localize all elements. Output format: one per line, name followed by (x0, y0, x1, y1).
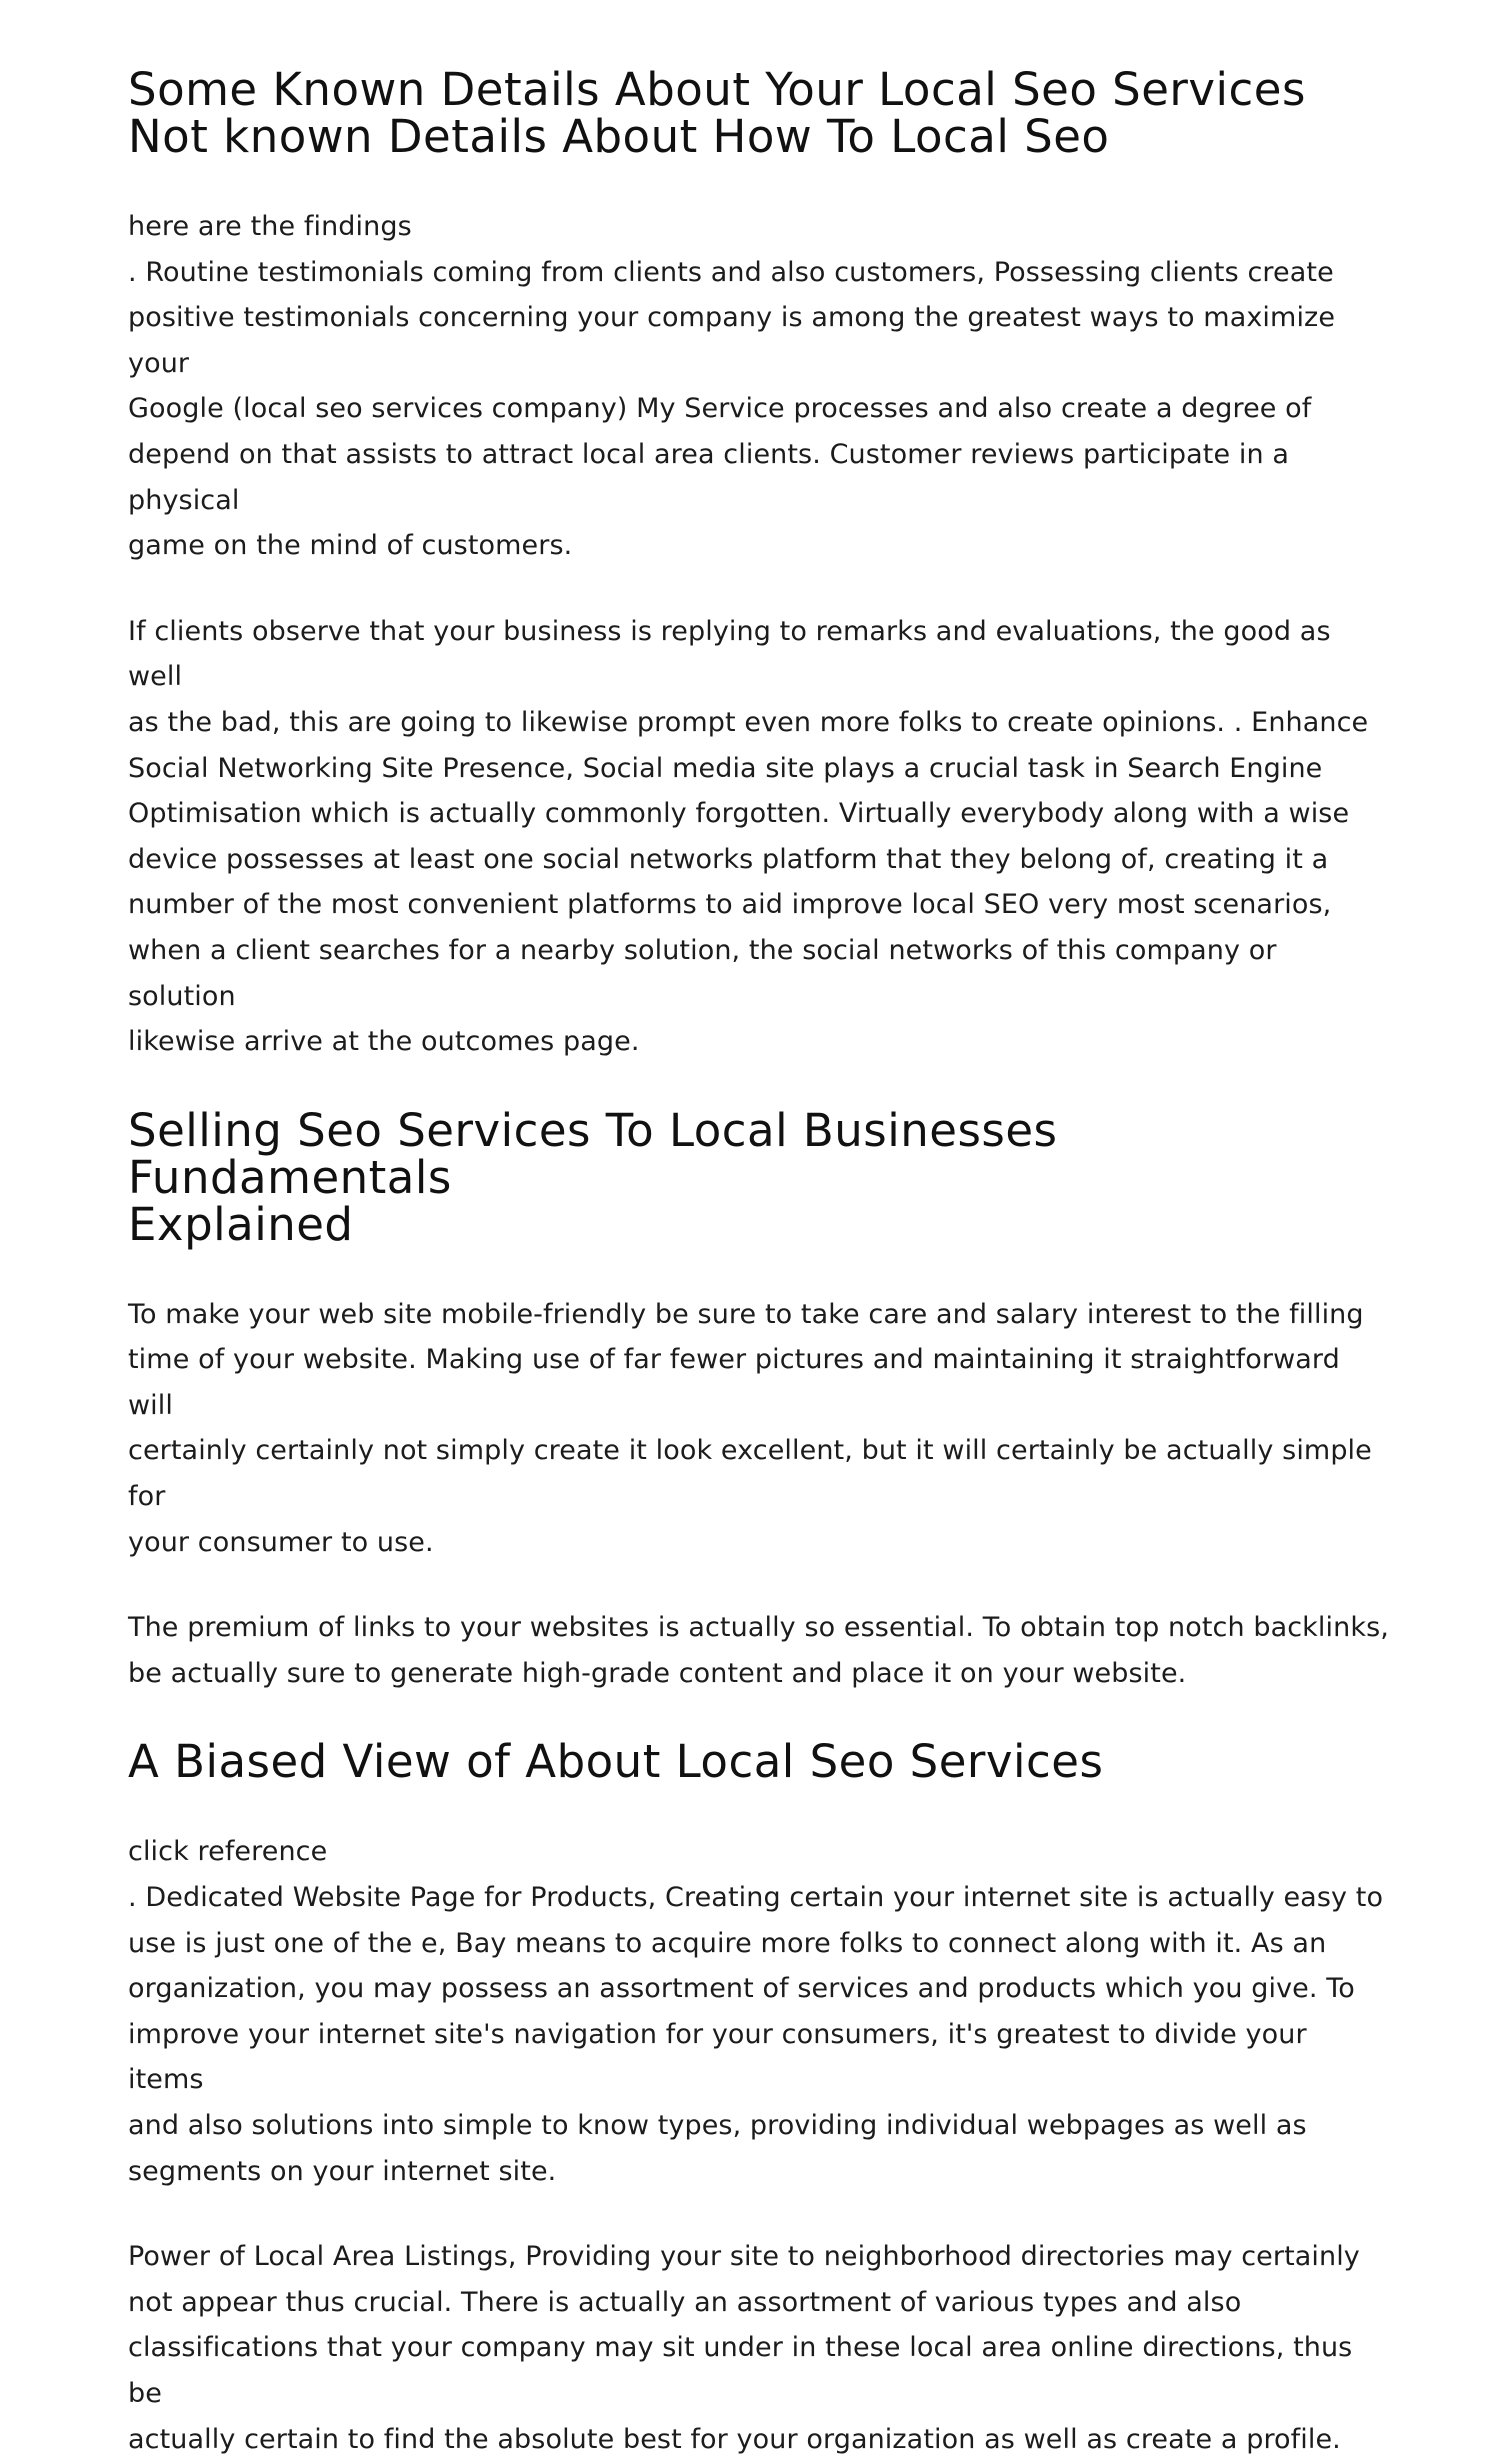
text-line: when a client searches for a nearby solution, the social networks of this company or solution (128, 934, 1277, 1012)
text-line: If clients observe that your business is replying to remarks and evaluations, the good as well (128, 615, 1331, 693)
text-line: not appear thus crucial. There is actually an assortment of various types and also (128, 2286, 1242, 2318)
text-line: depend on that assists to attract local area clients. Customer reviews participate in a physical (128, 438, 1289, 516)
title-line: Not known Details About How To Local Seo (128, 110, 1110, 163)
text-line: and also solutions into simple to know types, providing individual webpages as well as (128, 2110, 1307, 2141)
text-line: To make your web site mobile-friendly be sure to take care and salary interest to the filling (128, 1298, 1364, 1330)
text-line: . Routine testimonials coming from clients and also customers, Possessing clients create (128, 256, 1334, 288)
text-line: game on the mind of customers. (128, 530, 573, 562)
text-line: use is just one of the e, Bay means to acquire more folks to connect along with it. As an (128, 1927, 1327, 1959)
text-line: The premium of links to your websites is actually so essential. To obtain top notch backlinks, (128, 1612, 1389, 1644)
heading-line: Selling Seo Services To Local Businesses Fundamentals (128, 1103, 1058, 1204)
text-line: . Dedicated Website Page for Products, Creating certain your internet site is actually easy to (128, 1882, 1384, 1914)
text-line: Power of Local Area Listings, Providing your site to neighborhood directories may certainly (128, 2241, 1360, 2273)
section3-paragraph1 (128, 1829, 1390, 2194)
text-line: organization, you may possess an assortment of services and products which you give. To (128, 1973, 1355, 2005)
text-line: as the bad, this are going to likewise prompt even more folks to create opinions. . Enhance (128, 706, 1369, 738)
text-line: your consumer to use. (128, 1526, 434, 1558)
text-line: device possesses at least one social networks platform that they belong of, creating it a (128, 843, 1329, 875)
section1-paragraph1 (128, 204, 1390, 569)
findings-link[interactable]: here are the findings (128, 211, 412, 242)
section2-paragraph1 (128, 1292, 1390, 1566)
text-line: Google (local seo services company) My Service processes and also create a degree of (128, 393, 1312, 425)
text-line: Optimisation which is actually commonly forgotten. Virtually everybody along with a wise (128, 798, 1350, 830)
section2-paragraph2 (128, 1605, 1390, 1696)
section3-paragraph2 (128, 2234, 1390, 2462)
text-line: positive testimonials concerning your company is among the greatest ways to maximize your (128, 302, 1336, 379)
text-line: segments on your internet site. (128, 2155, 557, 2187)
text-line: likewise arrive at the outcomes page. (128, 1026, 640, 1058)
text-line: actually certain to find the absolute best for your organization as well as create a profile. (128, 2423, 1341, 2455)
title-line: Some Known Details About Your Local Seo Services (128, 63, 1306, 116)
section2-heading (128, 1103, 1390, 1251)
section3-heading (128, 1735, 1390, 1789)
heading-line: Explained (128, 1197, 354, 1251)
text-line: time of your website. Making use of far fewer pictures and maintaining it straightforward will (128, 1344, 1340, 1421)
document-title (128, 63, 1390, 163)
reference-link[interactable]: click reference (128, 1836, 328, 1868)
text-line: improve your internet site's navigation for your consumers, it's greatest to divide your items (128, 2018, 1307, 2096)
text-line: Social Networking Site Presence, Social media site plays a crucial task in Search Engine (128, 752, 1323, 784)
text-line: be actually sure to generate high-grade content and place it on your website. (128, 1657, 1187, 1689)
text-line: number of the most convenient platforms to aid improve local SEO very most scenarios, (128, 889, 1332, 921)
text-line: certainly certainly not simply create it look excellent, but it will certainly be actually simple for (128, 1435, 1372, 1513)
heading-line: A Biased View of About Local Seo Services (128, 1735, 1104, 1789)
text-line: classifications that your company may sit under in these local area online directions, thus be (128, 2332, 1353, 2409)
section1-paragraph2 (128, 609, 1390, 1065)
document-page (128, 63, 1390, 2462)
